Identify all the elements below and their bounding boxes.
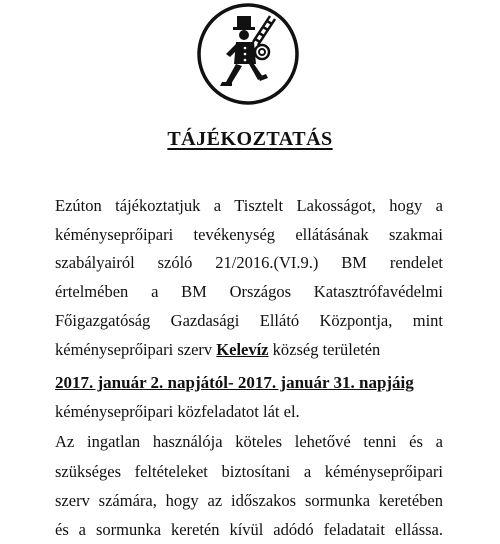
service-period-dates: 2017. január 2. napjától- 2017. január 31. napjáig [55, 373, 414, 392]
paragraph1-line6 [55, 340, 443, 360]
paragraph1-line5: Főigazgatóság Gazdasági Ellátó Központja, mint [55, 311, 443, 330]
paragraph2-line4: és a sormunka keretén kívül adódó feladatait ellássa. [55, 520, 443, 539]
line6-before-text: kéményseprőipari szerv [55, 340, 217, 359]
paragraph1-line1: Ezúton tájékoztatjuk a Tisztelt Lakosságot, hogy a [55, 196, 443, 215]
paragraph2-line1: Az ingatlan használója köteles lehetővé tenni és a [55, 432, 443, 451]
place-name: Kelevíz [216, 340, 269, 359]
paragraph2-line3: szerv számára, hogy az időszakos sormunka keretében [55, 491, 443, 510]
paragraph1-line4: értelmében a BM Országos Katasztrófavédelmi [55, 282, 443, 301]
paragraph1-line3: szabályairól szóló 21/2016.(VI.9.) BM rendelet [55, 253, 443, 272]
line6-after-text: község területén [268, 340, 381, 359]
chimney-sweep-logo-icon [196, 2, 300, 106]
paragraph1-line8: kéményseprőipari közfeladatot lát el. [55, 402, 300, 421]
paragraph2-line2: szükséges feltételeket biztosítani a kéményseprőipari [55, 462, 443, 481]
document-title: TÁJÉKOZTATÁS [167, 128, 333, 150]
paragraph1-line2: kéményseprőipari tevékenység ellátásának szakmai [55, 225, 443, 244]
